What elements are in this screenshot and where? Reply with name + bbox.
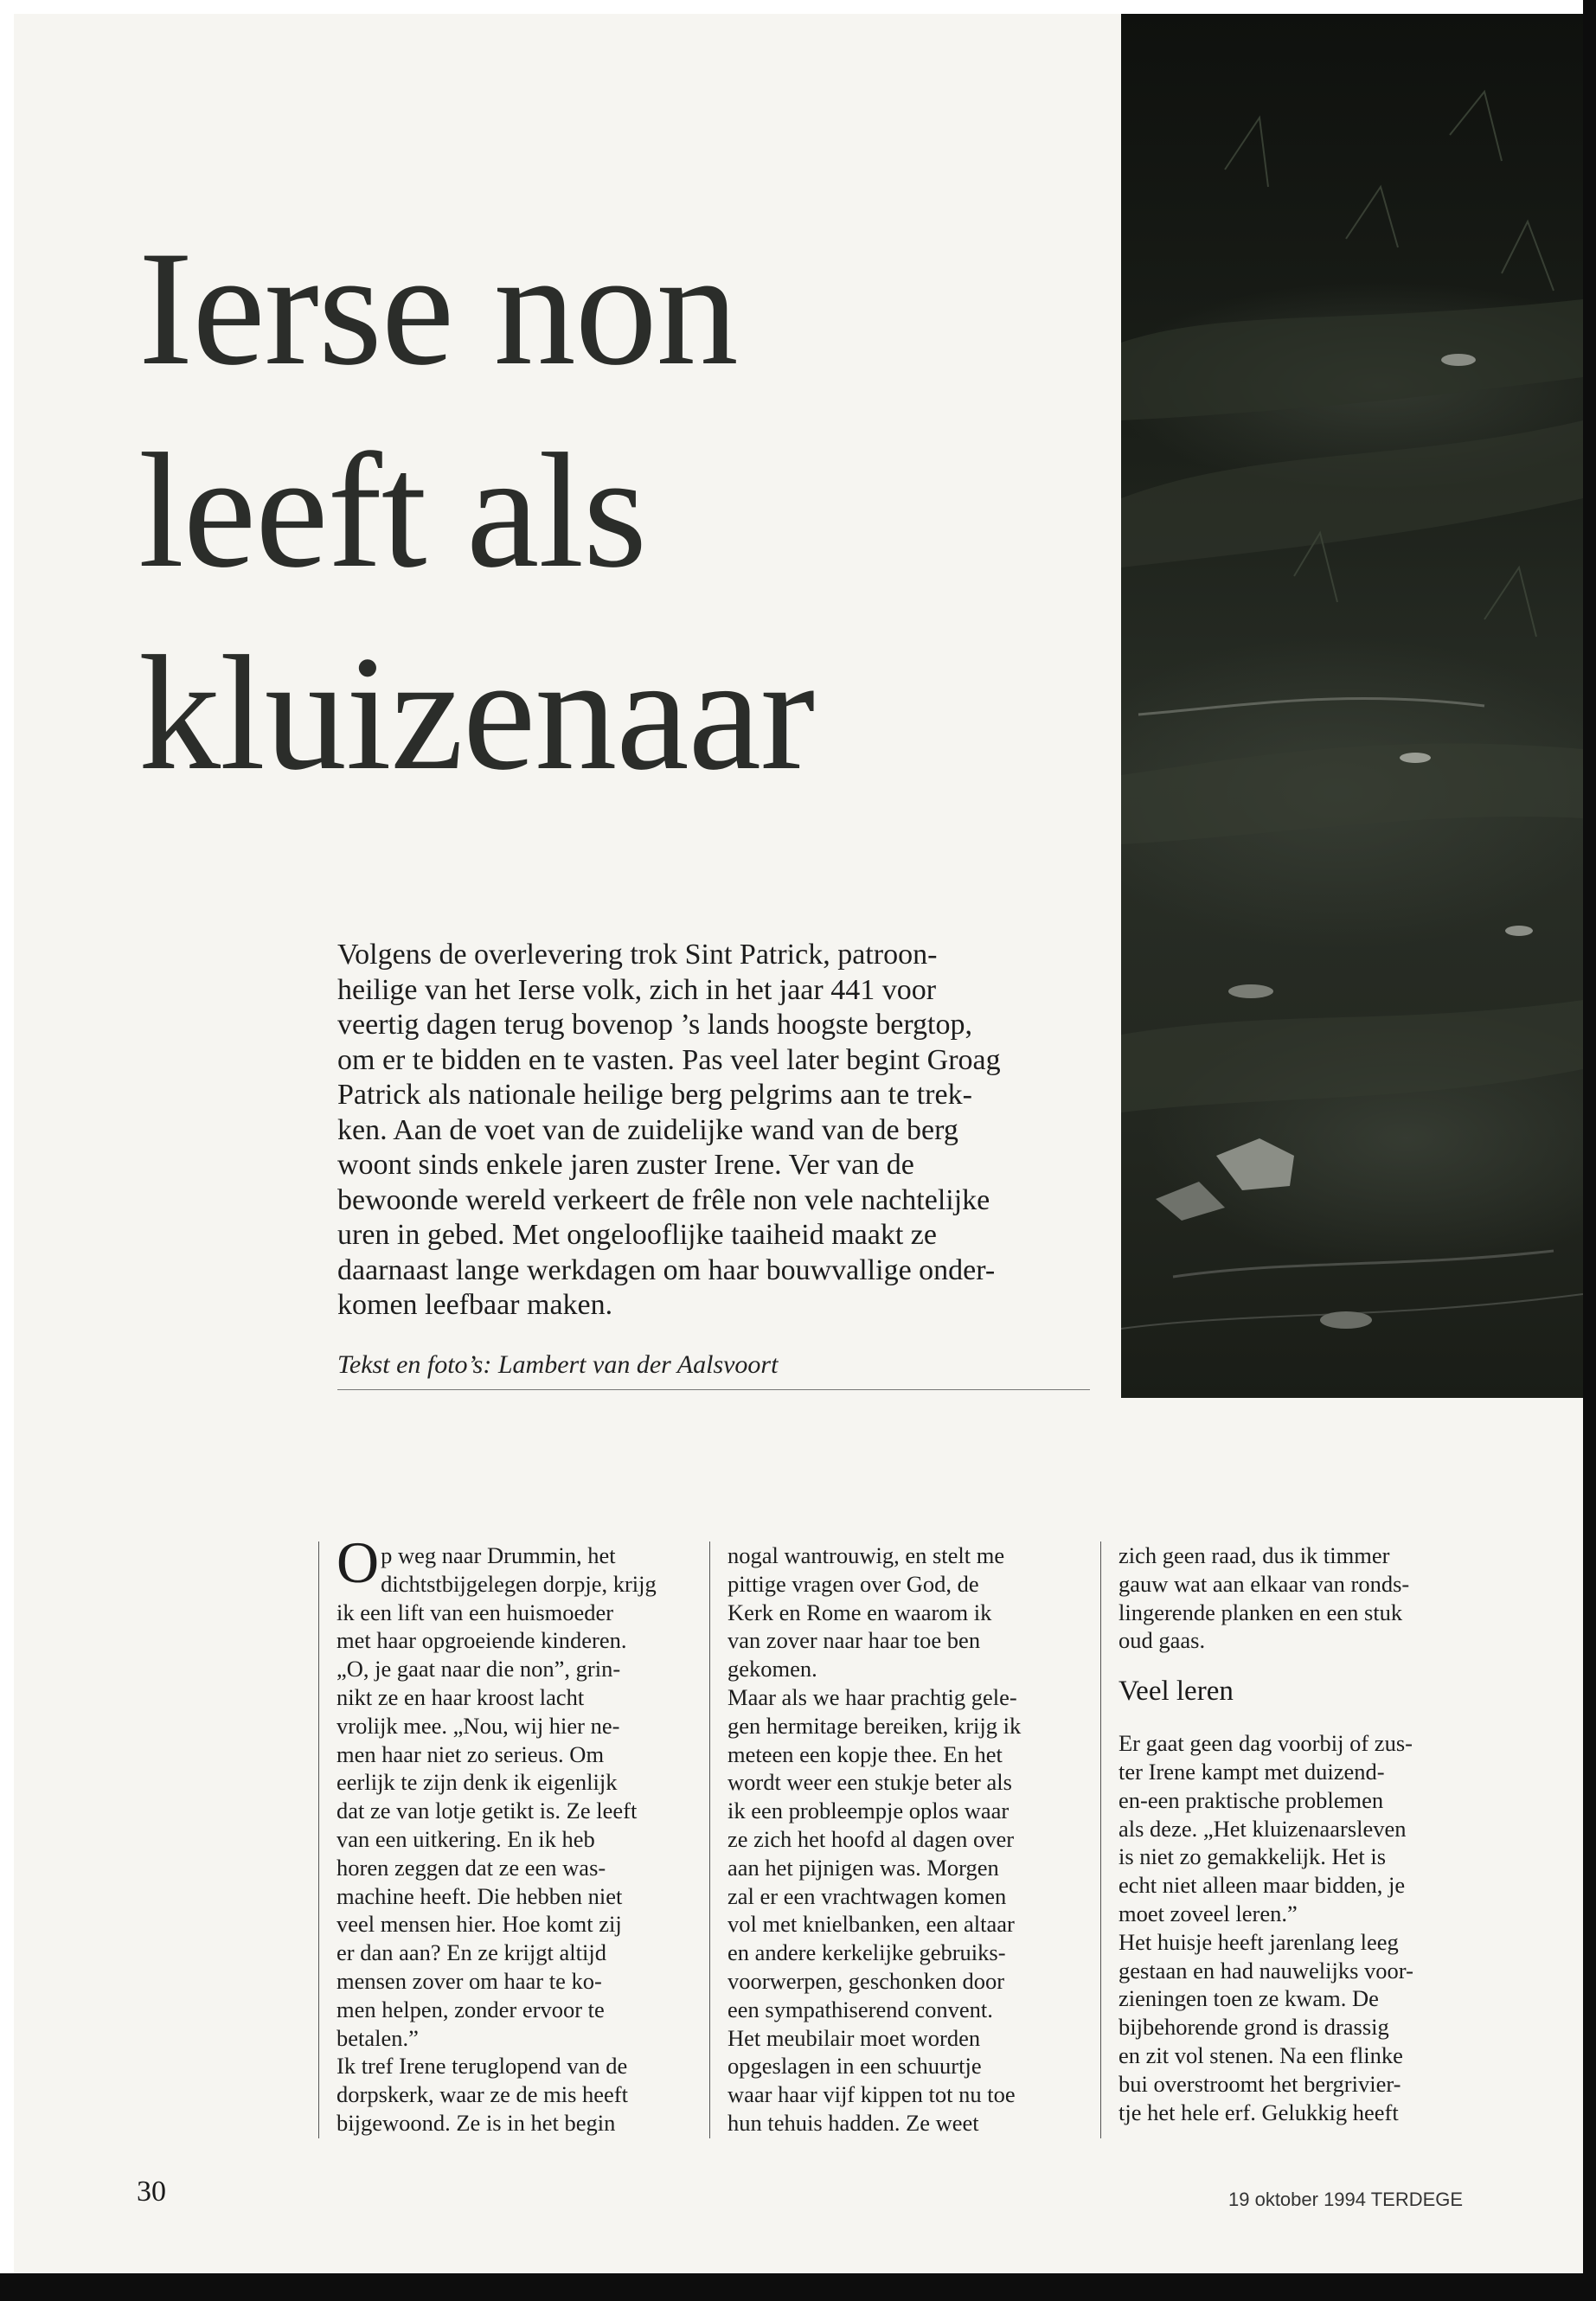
body-line: mensen zover om haar te ko- [337, 1967, 602, 1994]
body-line: er dan aan? En ze krijgt altijd [337, 1939, 606, 1966]
body-column-2 [709, 1541, 1090, 2138]
headline-line-2: leeft als [138, 420, 647, 602]
intro-line: heilige van het Ierse volk, zich in het jaar 441 voor [337, 973, 937, 1006]
body-line: betalen.” [337, 2024, 419, 2051]
body-line: Het huisje heeft jarenlang leeg [1118, 1928, 1399, 1955]
drop-cap: O [337, 1529, 380, 1595]
intro-line: daarnaast lange werkdagen om haar bouwvallige onder- [337, 1253, 996, 1286]
body-line: van een uitkering. En ik heb [337, 1825, 595, 1852]
body-line: gauw wat aan elkaar van ronds- [1118, 1570, 1410, 1597]
body-line: bui overstroomt het bergrivier- [1118, 2070, 1401, 2097]
intro-paragraph [337, 938, 1073, 1324]
body-line: lingerende planken en een stuk [1118, 1599, 1403, 1625]
hillside-photo-image [1121, 14, 1583, 1398]
body-line: en andere kerkelijke gebruiks- [727, 1939, 1006, 1966]
body-line: Kerk en Rome en waarom ik [727, 1599, 992, 1625]
body-line: vrolijk mee. „Nou, wij hier ne- [337, 1712, 620, 1739]
body-line: dichtstbijgelegen dorpje, krijg [381, 1570, 657, 1597]
scan-border-bottom [0, 2273, 1596, 2301]
body-line: bijgewoond. Ze is in het begin [337, 2109, 616, 2136]
first-line-text: p weg naar Drummin, het [381, 1542, 616, 1568]
body-line: voorwerpen, geschonken door [727, 1967, 1005, 1994]
body-line: wordt weer een stukje beter als [727, 1769, 1012, 1796]
intro-line: bewoonde wereld verkeert de frêle non vele nachtelijke [337, 1183, 990, 1216]
body-line: vol met knielbanken, een altaar [727, 1911, 1015, 1938]
scan-border-left [0, 0, 14, 2301]
section-subhead: Veel leren [1118, 1676, 1234, 1708]
intro-line: veertig dagen terug bovenop ’s lands hoogste bergtop, [337, 1009, 972, 1041]
body-line: machine heeft. Die hebben niet [337, 1882, 623, 1909]
body-column-3 [1100, 1541, 1481, 2138]
body-line: opgeslagen in een schuurtje [727, 2053, 982, 2080]
body-line: ik een lift van een huismoeder [337, 1599, 614, 1625]
body-line: oud gaas. [1118, 1627, 1206, 1654]
publication-date: 19 oktober 1994 TERDEGE [1228, 2189, 1464, 2210]
intro-line: Patrick als nationale heilige berg pelgrims aan te trek- [337, 1079, 972, 1111]
intro-line: om er te bidden en te vasten. Pas veel later begint Groag [337, 1043, 1001, 1076]
body-line: horen zeggen dat ze een was- [337, 1854, 606, 1881]
body-line: dat ze van lotje getikt is. Ze leeft [337, 1798, 638, 1824]
intro-line: woont sinds enkele jaren zuster Irene. Ver van de [337, 1149, 914, 1181]
body-line: moet zoveel leren.” [1118, 1900, 1298, 1926]
body-line: is niet zo gemakkelijk. Het is [1118, 1843, 1387, 1870]
body-line: Maar als we haar prachtig gele- [727, 1683, 1017, 1710]
intro-line: Volgens de overlevering trok Sint Patrick, patroon- [337, 939, 938, 971]
body-line: men haar niet zo serieus. Om [337, 1740, 605, 1767]
intro-line: ken. Aan de voet van de zuidelijke wand van de berg [337, 1113, 958, 1146]
body-line: ik een probleempje oplos waar [727, 1798, 1010, 1824]
body-column-1 [318, 1529, 699, 2138]
body-line: en-een praktische problemen [1118, 1786, 1384, 1813]
body-line: eerlijk te zijn denk ik eigenlijk [337, 1769, 618, 1796]
landscape-photo [1121, 14, 1583, 1398]
body-line: zieningen toen ze kwam. De [1118, 1985, 1379, 2012]
body-line: Het meubilair moet worden [727, 2024, 981, 2051]
body-line: zal er een vrachtwagen komen [727, 1882, 1007, 1909]
body-line: bijbehorende grond is drassig [1118, 2014, 1389, 2041]
scan-border-top [0, 0, 1596, 14]
body-line: en zit vol stenen. Na een flinke [1118, 2041, 1403, 2068]
body-line: Er gaat geen dag voorbij of zus- [1118, 1730, 1413, 1757]
body-line: gen hermitage bereiken, krijg ik [727, 1712, 1022, 1739]
headline-line-3: kluizenaar [138, 623, 815, 804]
body-line: ter Irene kampt met duizend- [1118, 1758, 1385, 1785]
body-line: hun tehuis hadden. Ze weet [727, 2109, 979, 2136]
body-line: veel mensen hier. Hoe komt zij [337, 1911, 622, 1938]
intro-line: uren in gebed. Met ongelooflijke taaiheid maakt ze [337, 1219, 937, 1251]
body-line: men helpen, zonder ervoor te [337, 1996, 605, 2022]
page-number: 30 [137, 2176, 166, 2208]
body-line: gestaan en had nauwelijks voor- [1118, 1957, 1413, 1984]
body-line: nogal wantrouwig, en stelt me [727, 1542, 1005, 1568]
author-credit: Tekst en foto’s: Lambert van der Aalsvoort [337, 1349, 1090, 1390]
body-line: nikt ze en haar kroost lacht [337, 1683, 585, 1710]
body-line: ze zich het hoofd al dagen over [727, 1825, 1015, 1852]
body-line: pittige vragen over God, de [727, 1570, 979, 1597]
body-line: een sympathiserend convent. [727, 1996, 993, 2022]
body-line: meteen een kopje thee. En het [727, 1740, 1003, 1767]
headline-line-1: Ierse non [138, 218, 738, 400]
body-line: als deze. „Het kluizenaarsleven [1118, 1815, 1407, 1842]
body-line: tje het hele erf. Gelukkig heeft [1118, 2099, 1399, 2125]
body-line: dorpskerk, waar ze de mis heeft [337, 2081, 628, 2108]
scan-border-right [1583, 0, 1596, 2301]
intro-line: komen leefbaar maken. [337, 1289, 613, 1321]
article-headline [138, 208, 1107, 815]
body-line: gekomen. [727, 1656, 817, 1682]
body-line: Ik tref Irene teruglopend van de [337, 2053, 628, 2080]
body-line: met haar opgroeiende kinderen. [337, 1627, 627, 1654]
body-line: aan het pijnigen was. Morgen [727, 1854, 999, 1881]
body-line: echt niet alleen maar bidden, je [1118, 1872, 1406, 1899]
body-line: „O, je gaat naar die non”, grin- [337, 1656, 621, 1682]
body-line: waar haar vijf kippen tot nu toe [727, 2081, 1016, 2108]
body-line: zich geen raad, dus ik timmer [1118, 1542, 1390, 1568]
body-line: van zover naar haar toe ben [727, 1627, 981, 1654]
